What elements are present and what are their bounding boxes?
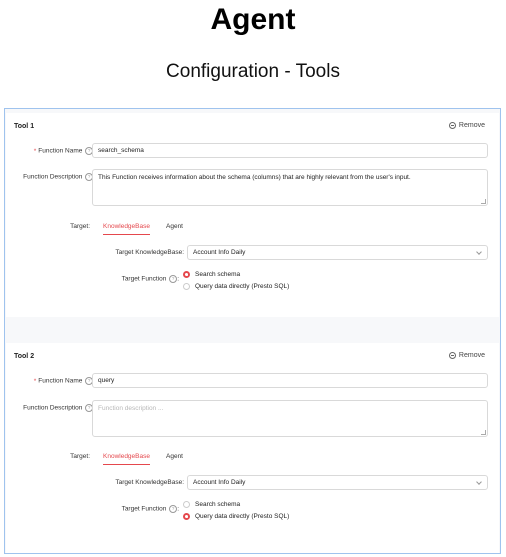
question-circle-icon[interactable]: ? xyxy=(85,404,93,412)
question-circle-icon[interactable]: ? xyxy=(85,377,93,385)
function-name-input[interactable]: query xyxy=(92,373,488,388)
function-description-label: Function Description ? xyxy=(23,404,95,412)
radio-button[interactable] xyxy=(183,501,190,508)
remove-tool-button[interactable] xyxy=(449,352,485,359)
target-function-label: Target Function ? : xyxy=(121,505,179,513)
question-circle-icon[interactable]: ? xyxy=(85,173,93,181)
function-description-text: This Function receives information about the schema (columns) that are highly relevant from the user's input. xyxy=(98,174,411,181)
function-description-label: Function Description ? xyxy=(23,173,95,181)
radio-button[interactable] xyxy=(183,513,190,520)
function-name-input[interactable]: search_schema xyxy=(92,143,488,158)
function-description-input[interactable] xyxy=(92,169,488,206)
minus-circle-icon xyxy=(449,352,456,359)
resize-handle[interactable] xyxy=(481,430,486,435)
chevron-down-icon xyxy=(476,249,482,255)
tool-name: Tool 2 xyxy=(14,353,35,360)
question-circle-icon[interactable]: ? xyxy=(169,275,177,283)
tool-card-1 xyxy=(6,113,499,317)
tab-agent[interactable]: Agent xyxy=(166,223,183,230)
tab-knowledgebase[interactable]: KnowledgeBase xyxy=(103,453,150,465)
radio-search-schema[interactable]: Search schema xyxy=(183,271,240,278)
tool-name: Tool 1 xyxy=(14,123,35,130)
tab-agent[interactable]: Agent xyxy=(166,453,183,460)
radio-query-data[interactable]: Query data directly (Presto SQL) xyxy=(183,283,289,290)
required-marker: * xyxy=(33,377,37,385)
target-knowledgebase-label: Target KnowledgeBase: xyxy=(115,479,184,486)
tool-card-2 xyxy=(6,343,499,553)
page-subtitle: Configuration - Tools xyxy=(166,61,340,82)
question-circle-icon[interactable]: ? xyxy=(85,147,93,155)
function-description-input[interactable] xyxy=(92,400,488,437)
remove-tool-button[interactable] xyxy=(449,122,485,129)
radio-query-data[interactable]: Query data directly (Presto SQL) xyxy=(183,513,289,520)
selected-knowledgebase: Account Info Daily xyxy=(193,479,246,486)
selected-knowledgebase: Account Info Daily xyxy=(193,249,246,256)
radio-button[interactable] xyxy=(183,271,190,278)
tab-knowledgebase[interactable]: KnowledgeBase xyxy=(103,223,150,235)
question-circle-icon[interactable]: ? xyxy=(169,505,177,513)
target-function-label: Target Function ? : xyxy=(121,275,179,283)
minus-circle-icon xyxy=(449,122,456,129)
page-title: Agent xyxy=(210,3,296,36)
target-knowledgebase-select[interactable] xyxy=(187,475,488,490)
required-marker: * xyxy=(33,147,37,155)
target-label: Target: xyxy=(70,223,90,230)
chevron-down-icon xyxy=(476,479,482,485)
function-name-label: * Function Name ? xyxy=(34,147,95,155)
target-knowledgebase-select[interactable] xyxy=(187,245,488,260)
function-description-placeholder: Function description ... xyxy=(98,405,164,412)
remove-label: Remove xyxy=(458,352,485,359)
remove-label: Remove xyxy=(458,122,485,129)
target-tabs xyxy=(103,453,223,469)
target-knowledgebase-label: Target KnowledgeBase: xyxy=(115,249,184,256)
radio-search-schema[interactable]: Search schema xyxy=(183,501,240,508)
target-label: Target: xyxy=(70,453,90,460)
target-tabs xyxy=(103,223,223,239)
tool-header xyxy=(6,343,499,373)
tool-header xyxy=(6,113,499,143)
function-name-label: * Function Name ? xyxy=(34,377,95,385)
resize-handle[interactable] xyxy=(481,199,486,204)
tools-panel xyxy=(4,108,501,554)
radio-button[interactable] xyxy=(183,283,190,290)
